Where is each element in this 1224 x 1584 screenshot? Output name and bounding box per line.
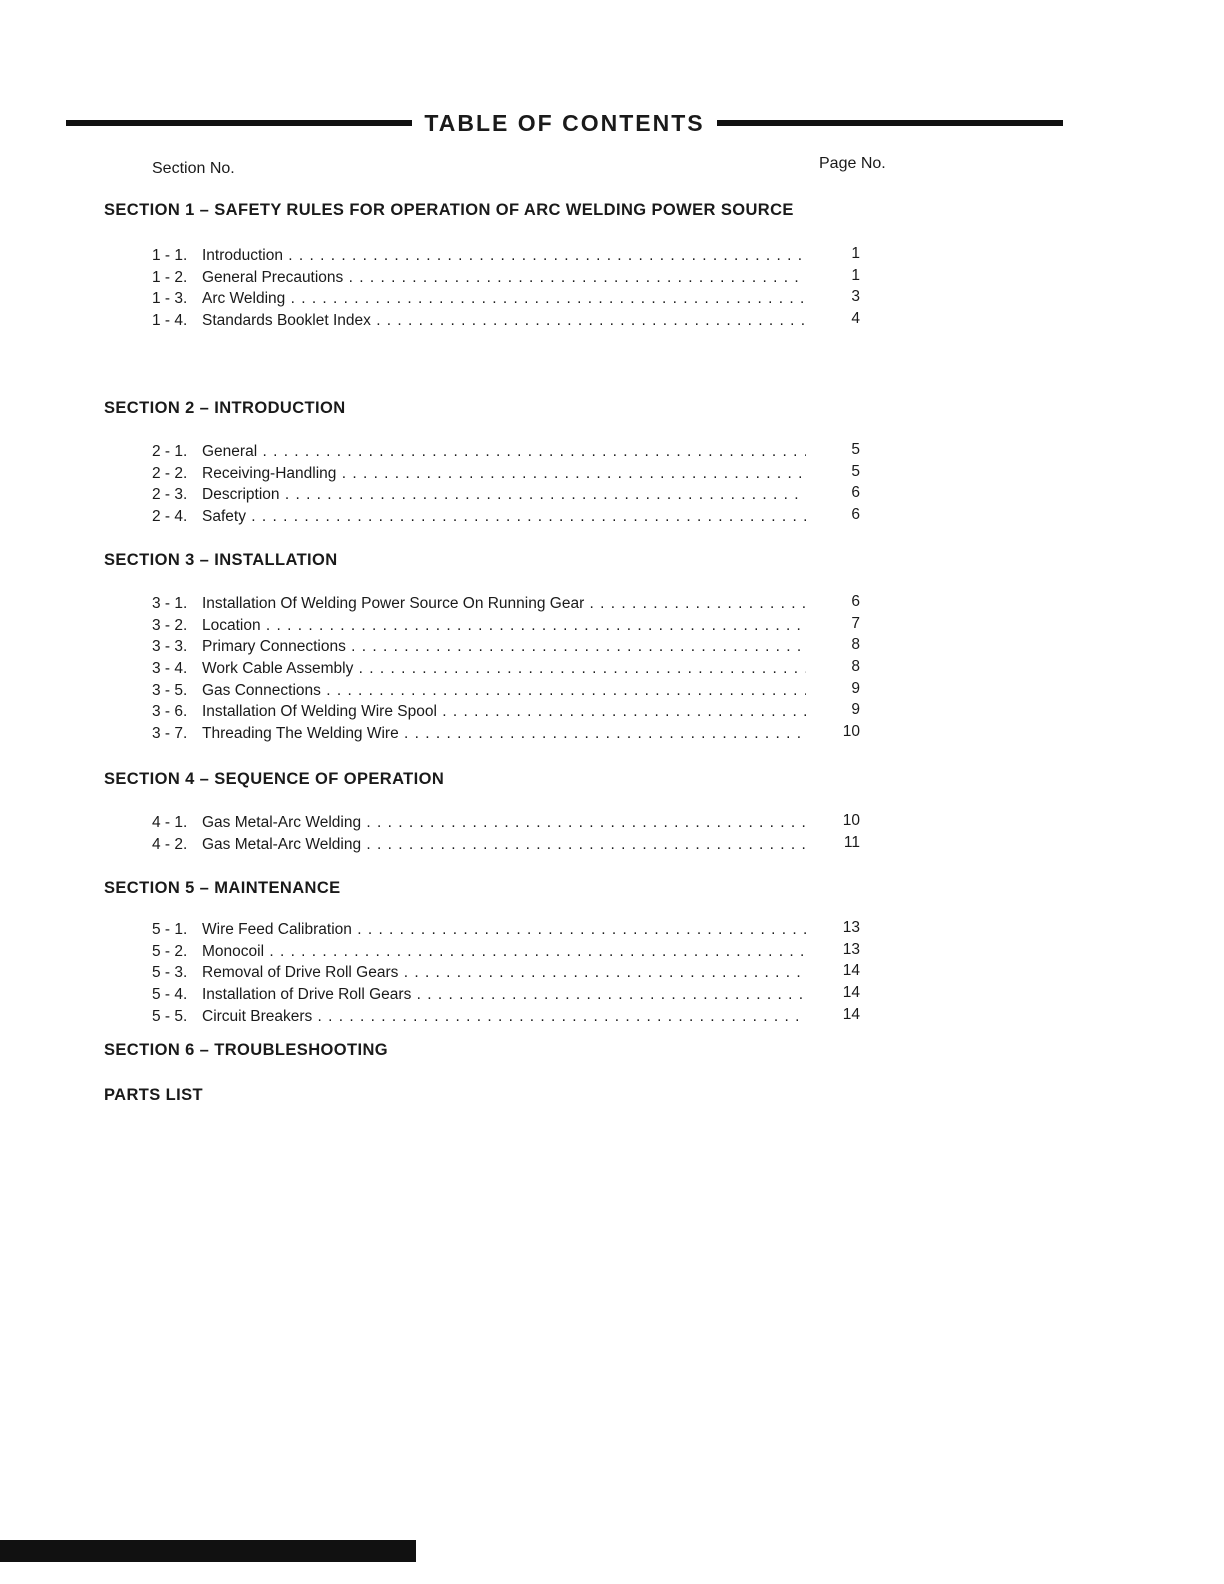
entry-page: 14 xyxy=(842,962,860,980)
section-4-entries xyxy=(152,814,872,857)
entry-number: 2 - 2. xyxy=(152,464,188,482)
section-heading-1: SECTION 1 – SAFETY RULES FOR OPERATION OF ARC WELDING POWER SOURCE xyxy=(104,201,794,219)
toc-entry[interactable] xyxy=(152,986,872,1008)
entry-page: 10 xyxy=(842,723,860,741)
entry-number: 3 - 5. xyxy=(152,681,188,699)
entry-title: Location . . . xyxy=(202,617,806,635)
section-heading-3: SECTION 3 – INSTALLATION xyxy=(104,551,338,569)
toc-entry[interactable] xyxy=(152,266,872,291)
toc-entry[interactable] xyxy=(152,595,872,617)
entry-page: 13 xyxy=(842,940,860,958)
entry-title: Removal of Drive Roll Gears . . . xyxy=(202,964,806,982)
entry-number: 5 - 5. xyxy=(152,1007,188,1025)
entry-number: 4 - 1. xyxy=(152,814,188,831)
section-heading-5: SECTION 5 – MAINTENANCE xyxy=(104,879,341,897)
entry-number: 3 - 6. xyxy=(152,703,188,721)
entry-title: Primary Connections . . . xyxy=(202,638,806,656)
entry-title: Standards Booklet Index . . . xyxy=(202,312,806,330)
entry-page: 7 xyxy=(851,614,860,632)
entry-number: 5 - 1. xyxy=(152,921,188,938)
entry-title: Introduction . . . xyxy=(202,247,806,265)
toc-entry[interactable] xyxy=(152,638,872,660)
toc-entry[interactable] xyxy=(152,462,872,487)
toc-entry[interactable] xyxy=(152,614,872,639)
parts-list-heading: PARTS LIST xyxy=(104,1086,204,1104)
toc-entry[interactable] xyxy=(152,679,872,704)
entry-page: 1 xyxy=(851,266,860,284)
toc-entry[interactable] xyxy=(152,508,872,530)
section-1-entries xyxy=(152,247,872,334)
entry-page: 8 xyxy=(851,658,860,676)
toc-entry[interactable] xyxy=(152,1005,872,1030)
entry-title: Installation Of Welding Power Source On Running Gear . . . xyxy=(202,595,806,613)
section-3-entries xyxy=(152,595,872,747)
entry-number: 1 - 4. xyxy=(152,312,188,330)
entry-page: 4 xyxy=(851,310,860,328)
entry-title: Receiving-Handling . . . xyxy=(202,465,806,483)
entry-page: 9 xyxy=(851,701,860,719)
title-rule-right xyxy=(717,120,1063,126)
toc-entry[interactable] xyxy=(152,940,872,965)
toc-entry[interactable] xyxy=(152,660,872,682)
entry-page: 8 xyxy=(851,636,860,654)
entry-title: Installation of Drive Roll Gears . . . xyxy=(202,986,806,1004)
toc-entry[interactable] xyxy=(152,312,872,334)
entry-title: Description . . . xyxy=(202,486,806,504)
entry-page: 14 xyxy=(842,984,860,1002)
entry-title: Safety . . . xyxy=(202,508,806,526)
title-row xyxy=(66,108,1063,138)
entry-title: General . . . xyxy=(202,443,806,461)
entry-title: Arc Welding . . . xyxy=(202,290,806,308)
entry-title: Gas Connections . . . xyxy=(202,682,806,700)
entry-page: 11 xyxy=(843,833,860,851)
toc-entry[interactable] xyxy=(152,964,872,986)
entry-title: Monocoil . . . xyxy=(202,943,806,961)
page-title: TABLE OF CONTENTS xyxy=(424,109,705,136)
section-heading-4: SECTION 4 – SEQUENCE OF OPERATION xyxy=(104,770,445,788)
entry-number: 5 - 3. xyxy=(152,964,188,982)
entry-title: Threading The Welding Wire . . . xyxy=(202,725,806,743)
section-2-entries xyxy=(152,443,872,530)
footer-bar xyxy=(0,1540,416,1562)
entry-number: 3 - 3. xyxy=(152,638,188,656)
entry-number: 2 - 3. xyxy=(152,486,188,504)
entry-page: 1 xyxy=(851,245,860,262)
entry-page: 14 xyxy=(842,1005,860,1023)
entry-number: 3 - 2. xyxy=(152,616,188,634)
section-heading-6: SECTION 6 – TROUBLESHOOTING xyxy=(104,1041,388,1059)
entry-number: 1 - 2. xyxy=(152,268,188,286)
entry-number: 5 - 2. xyxy=(152,942,188,960)
entry-number: 2 - 4. xyxy=(152,508,188,526)
entry-page: 13 xyxy=(842,919,860,936)
toc-entry[interactable] xyxy=(152,725,872,747)
entry-title: Wire Feed Calibration . . . xyxy=(202,921,806,939)
section-heading-2: SECTION 2 – INTRODUCTION xyxy=(104,399,346,417)
entry-number: 3 - 4. xyxy=(152,660,188,678)
entry-number: 5 - 4. xyxy=(152,986,188,1004)
toc-entry[interactable] xyxy=(152,486,872,508)
title-rule-left xyxy=(66,120,412,126)
entry-title: General Precautions . . . xyxy=(202,269,806,287)
toc-entry[interactable] xyxy=(152,814,872,836)
entry-page: 6 xyxy=(851,506,860,524)
entry-page: 5 xyxy=(851,462,860,480)
section-no-label: Section No. xyxy=(152,160,235,177)
entry-number: 2 - 1. xyxy=(152,443,188,460)
entry-title: Work Cable Assembly . . . xyxy=(202,660,806,678)
section-5-entries xyxy=(152,921,872,1029)
entry-page: 9 xyxy=(851,679,860,697)
toc-entry[interactable] xyxy=(152,247,872,269)
entry-page: 6 xyxy=(851,593,860,610)
page-no-label: Page No. xyxy=(819,155,886,172)
entry-number: 1 - 1. xyxy=(152,247,188,264)
entry-title: Gas Metal-Arc Welding . . . xyxy=(202,814,806,832)
entry-title: Circuit Breakers . . . xyxy=(202,1008,806,1026)
entry-title: Installation Of Welding Wire Spool . . . xyxy=(202,703,806,721)
entry-number: 1 - 3. xyxy=(152,290,188,308)
entry-number: 3 - 7. xyxy=(152,725,188,743)
toc-entry[interactable] xyxy=(152,833,872,858)
entry-number: 3 - 1. xyxy=(152,595,188,612)
entry-page: 6 xyxy=(851,484,860,502)
entry-page: 10 xyxy=(842,812,860,829)
entry-number: 4 - 2. xyxy=(152,835,188,853)
toc-entry[interactable] xyxy=(152,443,872,465)
toc-entry[interactable] xyxy=(152,703,872,725)
entry-page: 3 xyxy=(851,288,860,306)
entry-title: Gas Metal-Arc Welding . . . xyxy=(202,836,806,854)
entry-page: 5 xyxy=(851,441,860,458)
toc-entry[interactable] xyxy=(152,290,872,312)
toc-entry[interactable] xyxy=(152,921,872,943)
